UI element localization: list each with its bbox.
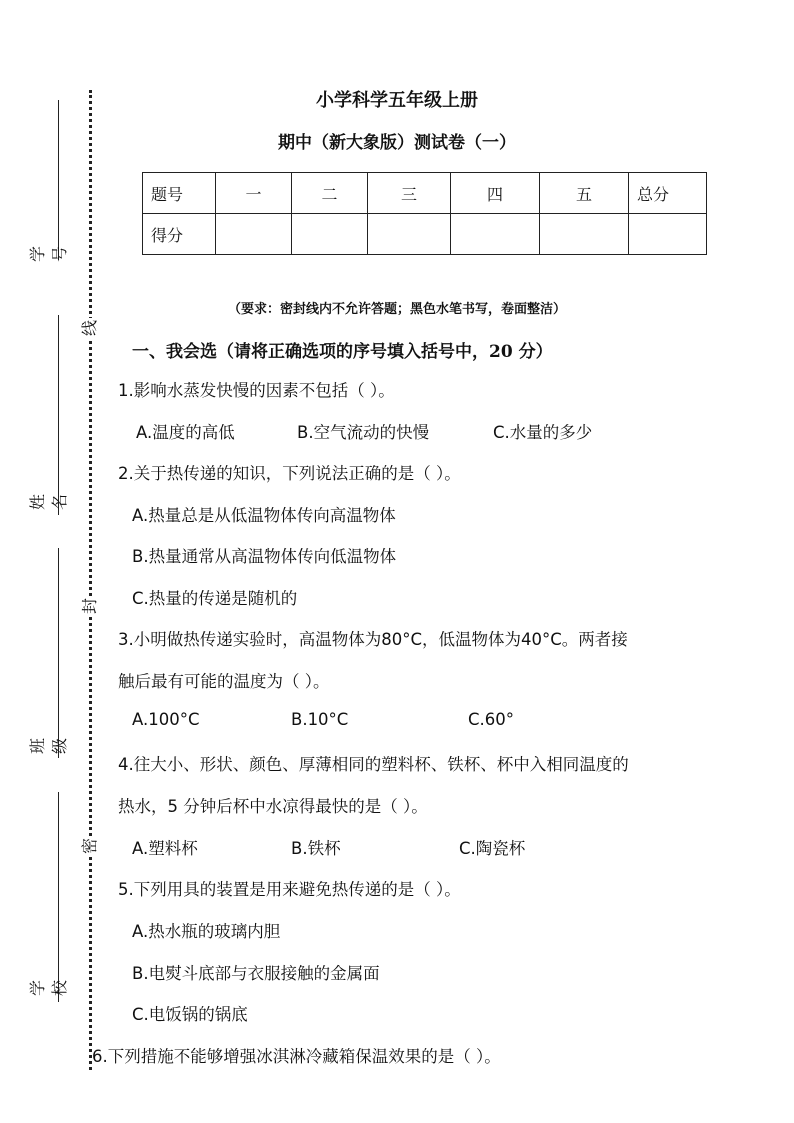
question-3-line-1: 3.小明做热传递实验时，高温物体为80°C，低温物体为40°C。两者接: [118, 630, 628, 649]
class-label: 班级: [28, 738, 69, 755]
q4-option-b: B.铁杯: [291, 839, 341, 858]
score-input-cell[interactable]: [629, 214, 707, 255]
score-cell: 总分: [629, 173, 707, 214]
question-4-line-1: 4.往大小、形状、颜色、厚薄相同的塑料杯、铁杯、杯中入相同温度的: [118, 755, 629, 774]
score-cell: 四: [451, 173, 540, 214]
q3-option-c: C.60°: [468, 710, 515, 729]
q2-option-c: C.热量的传递是随机的: [132, 589, 298, 608]
score-cell: 题号: [143, 173, 216, 214]
seal-char-dense: 密: [80, 838, 99, 855]
q2-option-a: A.热量总是从低温物体传向高温物体: [132, 506, 396, 525]
question-2: 2.关于热传递的知识，下列说法正确的是（ ）。: [118, 464, 461, 483]
score-cell: 三: [368, 173, 451, 214]
question-4-line-2: 热水，5 分钟后杯中水凉得最快的是（ ）。: [118, 797, 428, 816]
page-subtitle: 期中（新大象版）测试卷（一）: [278, 133, 516, 153]
score-input-cell[interactable]: [216, 214, 292, 255]
name-label: 姓名: [28, 494, 69, 511]
question-6: 6.下列措施不能够增强冰淇淋冷藏箱保温效果的是（ ）。: [92, 1047, 501, 1066]
q1-option-c: C.水量的多少: [493, 423, 593, 442]
school-label: 学校: [28, 980, 69, 997]
q5-option-b: B.电熨斗底部与衣服接触的金属面: [132, 964, 380, 983]
score-cell: 二: [292, 173, 368, 214]
score-cell: 得分: [143, 214, 216, 255]
section-heading: 一、我会选（请将正确选项的序号填入括号中，20 分）: [132, 342, 553, 362]
question-3-line-2: 触后最有可能的温度为（ ）。: [118, 672, 330, 691]
question-5: 5.下列用具的装置是用来避免热传递的是（ ）。: [118, 880, 461, 899]
seal-dotted-line: [89, 90, 92, 1070]
exam-note: （要求：密封线内不允许答题；黑色水笔书写，卷面整洁）: [227, 302, 566, 317]
score-input-cell[interactable]: [451, 214, 540, 255]
q4-option-c: C.陶瓷杯: [459, 839, 526, 858]
q1-option-b: B.空气流动的快慢: [297, 423, 430, 442]
student-no-label: 学号: [28, 246, 69, 263]
score-input-cell[interactable]: [540, 214, 629, 255]
page-title: 小学科学五年级上册: [316, 90, 478, 111]
seal-char-seal: 封: [80, 598, 99, 615]
score-input-cell[interactable]: [368, 214, 451, 255]
q1-option-a: A.温度的高低: [136, 423, 235, 442]
q4-option-a: A.塑料杯: [132, 839, 198, 858]
q5-option-a: A.热水瓶的玻璃内胆: [132, 922, 281, 941]
score-table-score-row: [143, 214, 707, 255]
score-table: [142, 172, 707, 255]
q5-option-c: C.电饭锅的锅底: [132, 1005, 248, 1024]
q3-option-b: B.10°C: [291, 710, 349, 729]
q2-option-b: B.热量通常从高温物体传向低温物体: [132, 547, 397, 566]
q3-option-a: A.100°C: [132, 710, 200, 729]
question-1: 1.影响水蒸发快慢的因素不包括（ ）。: [118, 381, 395, 400]
score-cell: 五: [540, 173, 629, 214]
score-table-header-row: [143, 173, 707, 214]
score-cell: 一: [216, 173, 292, 214]
score-input-cell[interactable]: [292, 214, 368, 255]
seal-char-line: 线: [80, 320, 99, 337]
